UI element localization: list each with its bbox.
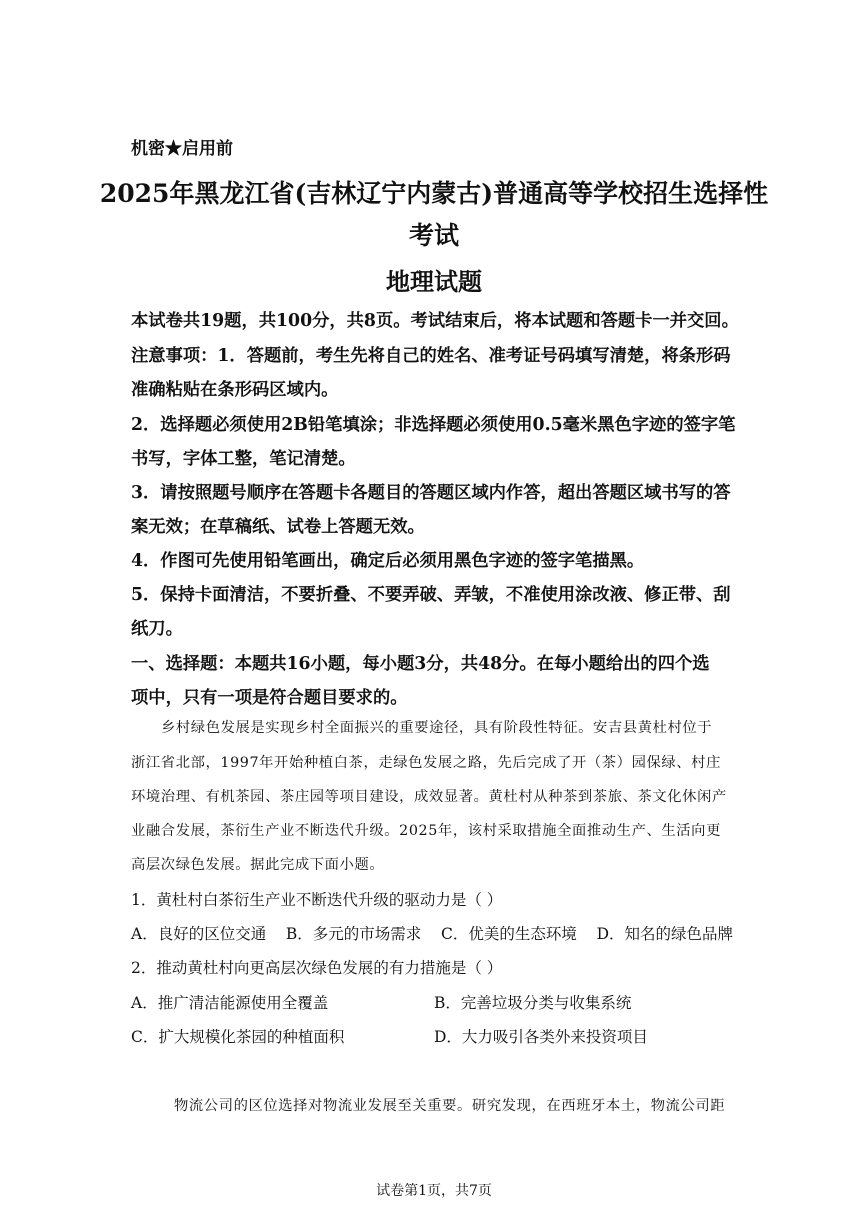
section-heading: 项中，只有一项是符合题目要求的。 [131, 688, 408, 708]
exam-title-line-1: 2025年黑龙江省(吉林辽宁内蒙古)普通高等学校招生选择性 [99, 179, 769, 208]
passage-line: 环境治理、有机茶园、茶庄园等项目建设，成效显著。黄杜村从种茶到茶旅、茶文化休闲产 [131, 789, 727, 805]
question-2-option-c: C．扩大规模化茶园的种植面积 [131, 1028, 345, 1046]
passage-line: 高层次绿色发展。据此完成下面小题。 [131, 857, 385, 873]
passage-line: 业融合发展，茶衍生产业不断迭代升级。2025年，该村采取措施全面推动生产、生活向更 [131, 823, 721, 839]
instruction-line: 准确粘贴在条形码区域内。 [131, 380, 339, 400]
exam-subject-title: 地理试题 [386, 267, 482, 296]
question-2-option-a: A．推广清洁能源使用全覆盖 [131, 994, 329, 1012]
instruction-line: 4．作图可先使用铅笔画出，确定后必须用黑色字迹的签字笔描黑。 [131, 551, 645, 571]
secret-label: 机密★启用前 [131, 139, 233, 159]
instruction-line: 3．请按照题号顺序在答题卡各题目的答题区域内作答，超出答题区域书写的答 [131, 483, 731, 503]
passage-line: 乡村绿色发展是实现乡村全面振兴的重要途径，具有阶段性特征。安吉县黄杜村位于 [161, 720, 713, 736]
question-2-option-d: D．大力吸引各类外来投资项目 [434, 1028, 648, 1046]
question-1-options: A．良好的区位交通 B．多元的市场需求 C．优美的生态环境 D．知名的绿色品牌 [131, 925, 733, 943]
instruction-line: 2．选择题必须使用2B铅笔填涂；非选择题必须使用0.5毫米黑色字迹的签字笔 [131, 415, 736, 435]
instruction-line: 注意事项：1．答题前，考生先将自己的姓名、准考证号码填写清楚，将条形码 [131, 346, 731, 366]
instruction-line: 纸刀。 [131, 619, 183, 639]
instruction-line: 案无效；在草稿纸、试卷上答题无效。 [131, 517, 425, 537]
instruction-line: 5．保持卡面清洁，不要折叠、不要弄破、弄皱，不准使用涂改液、修正带、刮 [131, 585, 731, 605]
passage-line: 物流公司的区位选择对物流业发展至关重要。研究发现，在西班牙本土，物流公司距 [174, 1098, 726, 1114]
section-heading: 一、选择题：本题共16小题，每小题3分，共48分。在每小题给出的四个选 [131, 654, 710, 674]
instruction-line: 本试卷共19题，共100分，共8页。考试结束后，将本试题和答题卡一并交回。 [131, 311, 739, 331]
page-number-footer: 试卷第1页，共7页 [376, 1183, 492, 1199]
question-1-stem: 1．黄杜村白茶衍生产业不断迭代升级的驱动力是（ ） [131, 891, 503, 909]
exam-title-line-2: 考试 [408, 221, 459, 250]
question-2-option-b: B．完善垃圾分类与收集系统 [434, 994, 632, 1012]
passage-line: 浙江省北部，1997年开始种植白茶，走绿色发展之路，先后完成了开（茶）园保绿、村庄 [131, 755, 721, 771]
question-2-stem: 2．推动黄杜村向更高层次绿色发展的有力措施是（ ） [131, 959, 503, 977]
instruction-line: 书写，字体工整，笔记清楚。 [131, 449, 356, 469]
